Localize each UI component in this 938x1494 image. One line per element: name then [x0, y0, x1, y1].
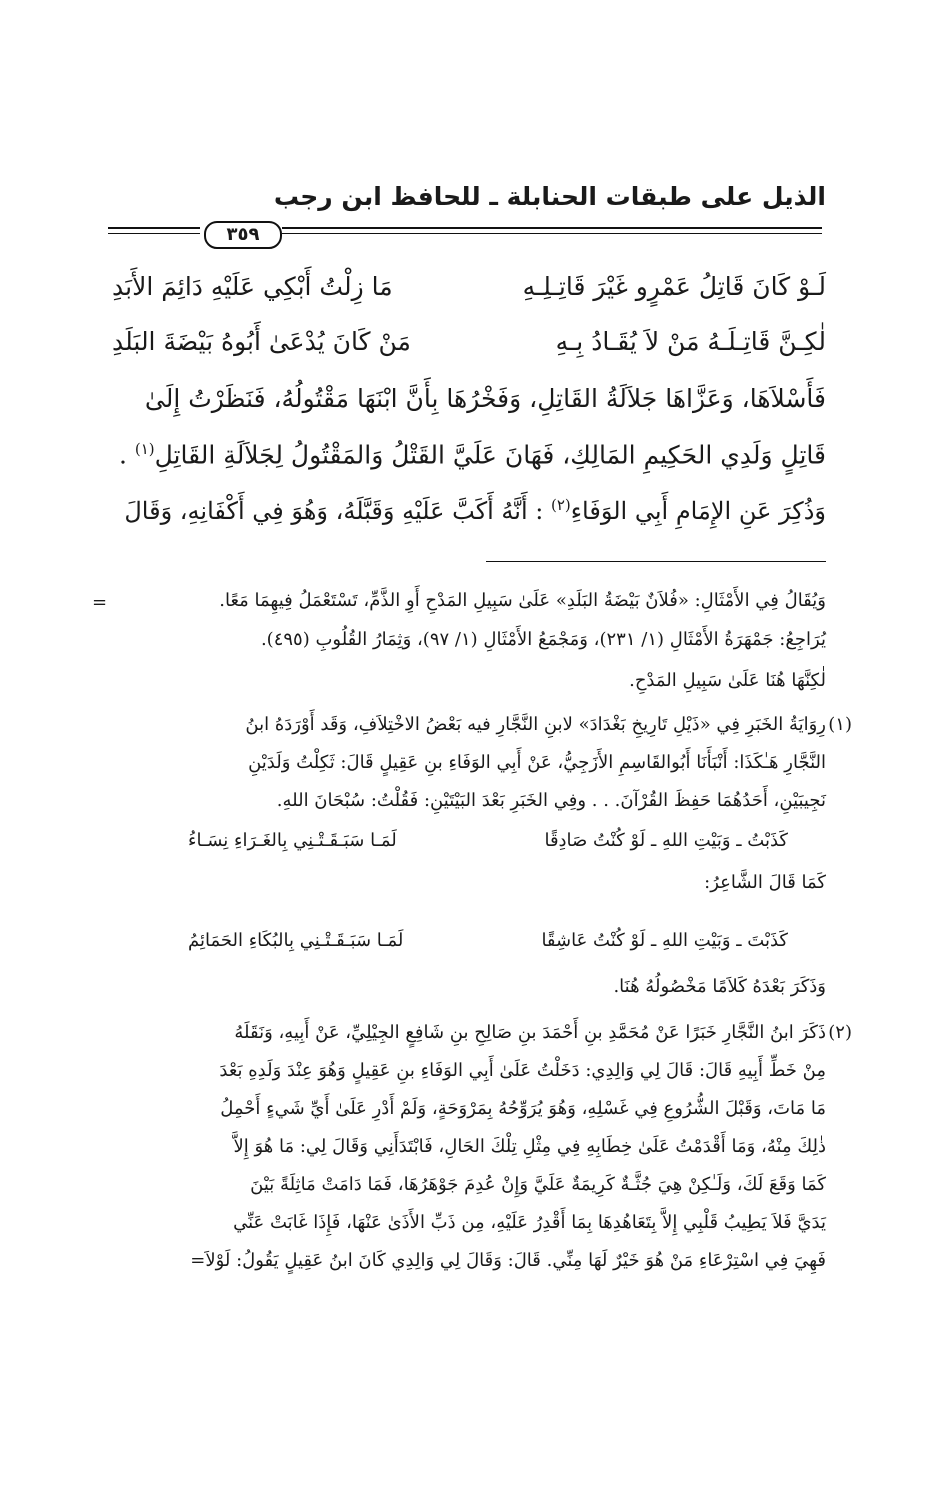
footnote-2-line-2: مِنْ خَطِّ أَبِيهِ قَالَ: قَالَ لِي وَالِدِي: دَخَلْتُ عَلَىٰ أَبِي الوَفَاءِ بنِ عَقِيلٍ وَهُوَ عِنْدَ وَلَدِهِ بَعْدَ	[219, 1060, 826, 1081]
body-line-3-tail: : أَنَّهُ أَكَبَّ عَلَيْهِ وَقَبَّلَهُ، وَهُوَ فِي أَكْفَانِهِ، وَقَالَ	[124, 497, 551, 525]
footnote-2-number: (٢)	[828, 1022, 852, 1043]
page-number: ٣٥٩	[204, 221, 282, 249]
footnote-marker-2[interactable]: (٢)	[550, 496, 571, 514]
verse-1	[112, 272, 826, 318]
footnote-1-line-2: النَّجَّارِ هَـٰكَذَا: أَنْبَأَنَا أَبُوالقَاسِمِ الأَزَجِيُّ، عَنْ أَبِي الوَفَاءِ بنِ عَقِيلٍ قَالَ: ثَكِلْتُ وَلَدَيْنِ	[248, 752, 826, 773]
body-line-3	[112, 496, 826, 525]
body-line-2	[112, 440, 826, 469]
rule-left-bottom	[108, 233, 200, 234]
footnote-1-mid: كَمَا قَالَ الشَّاعِرُ:	[704, 872, 826, 893]
carry-over-line-2: يُرَاجِعُ: جَمْهَرَةُ الأَمْثَالِ (١/ ٢٣١)، وَمَجْمَعُ الأَمْثَالِ (١/ ٩٧)، وَثِمَارُ القُلُوبِ (٤٩٥).	[260, 629, 826, 650]
rule-right-bottom	[282, 233, 822, 234]
footnote-separator	[486, 561, 826, 562]
carry-over-line-1: وَيُقَالُ فِي الأَمْثَالِ: «فُلاَنٌ بَيْضَةُ البَلَدِ» عَلَىٰ سَبِيلِ المَدْحِ أَوِ الذَّمِّ، تَسْتَعْمَلُ فِيهِمَا مَعًا.	[219, 590, 826, 611]
footnote-2-line-7: فَهِيَ فِي اسْتِرْعَاءِ مَنْ هُوَ خَيْرٌ لَهَا مِنِّي. قَالَ: وَقَالَ لِي وَالِدِي كَانَ ابنُ عَقِيلٍ يَقُولُ: لَوْلاَ=	[190, 1250, 826, 1271]
footnote-2-line-5: كَمَا وَقَعَ لَكَ، وَلَـٰكِنْ هِيَ جُثَّـةٌ كَرِيمَةٌ عَلَيَّ وَإِنْ عُدِمَ جَوْهَرُهَا، فَمَا دَامَتْ مَاثِلَةً بَيْنَ	[250, 1174, 826, 1195]
footnote-continuation-mark: =	[92, 592, 108, 613]
footnote-1-line-3: نَجِيبَيْنِ، أَحَدُهُمَا حَفِظَ القُرْآنَ. . . وفِي الخَبَرِ بَعْدَ البَيْتَيْنِ: فَقُلْتُ: سُبْحَانَ اللهِ.	[276, 790, 826, 811]
footnote-1-verse-2-second: لَمَـا سَبَـقَـتْـنِي بِالبُكَاءِ الحَمَائِمُ	[188, 930, 404, 951]
verse-2-second-hemistich: مَنْ كَانَ يُدْعَىٰ أَبُوهُ بَيْضَةَ البَلَدِ	[112, 327, 411, 356]
verse-1-second-hemistich: مَا زِلْتُ أَبْكِي عَلَيْهِ دَائِمَ الأَبَدِ	[112, 272, 393, 301]
carry-over-line-3: لٰكِنَّهَا هُنَا عَلَىٰ سَبِيلِ المَدْحِ.	[629, 670, 826, 691]
footnote-1-line-1: رِوَايَةُ الخَبَرِ فِي «ذَيْلِ تَارِيخِ بَغْدَادَ» لابنِ النَّجَّارِ فيه بَعْضُ الاخْتِلاَفِ، وَقَد أَوْرَدَهُ ابنُ	[245, 714, 826, 735]
rule-right-top	[282, 227, 822, 229]
footnote-2-line-1: ذَكَرَ ابنُ النَّجَّارِ خَبَرًا عَنْ مُحَمَّدِ بنِ أَحْمَدَ بنِ صَالِحِ بنِ شَافِعٍ الجِيْلِيِّ، عَنْ أَبِيهِ، وَنَقَلَهُ	[234, 1022, 826, 1043]
verse-2-first-hemistich: لٰكِـنَّ قَاتِـلَـهُ مَنْ لاَ يُقَـادُ بِـهِ	[555, 327, 826, 356]
footnote-1-number: (١)	[828, 714, 852, 735]
footnote-1-verse-1	[148, 830, 788, 860]
running-title: الذيل على طبقات الحنابلة ـ للحافظ ابن رجب	[273, 182, 826, 211]
footnote-marker-1[interactable]: (١)	[134, 440, 155, 458]
footnote-1-end: وَذَكَرَ بَعْدَهُ كَلاَمًا مَخْصُولُهُ هُنَا.	[613, 976, 826, 997]
footnote-2-line-6: يَدَيَّ فَلاَ يَطِيبُ قَلْبِي إِلاَّ بِتَعَاهُدِهَا بِمَا أَقْدِرُ عَلَيْهِ، مِن ذَبِّ الأَذَىٰ عَنْهَا، فَإِذَا غَابَتْ عَنِّي	[233, 1212, 826, 1233]
footnote-1-verse-2-first: كَذَبْتَ ـ وَبَيْتِ اللهِ ـ لَوْ كُنْتُ عَاشِقًا	[541, 930, 788, 951]
footnote-1-verse-1-second: لَمَـا سَبَـقَـتْـنِي بِالغَـرَاءِ نِسَـاءُ	[188, 830, 397, 851]
footnote-2-line-3: مَا مَاتَ، وَقَبْلَ الشُّرُوعِ فِي غَسْلِهِ، وَهُوَ يُرَوِّحُهُ بِمَرْوَحَةٍ، وَلَمْ أَدْرِ عَلَىٰ أَيِّ شَيءٍ أَحْمِلُ	[220, 1098, 826, 1119]
body-line-1	[112, 384, 826, 413]
body-line-1-text: فَأَسْلاَهَا، وَعَزَّاهَا جَلاَلَةُ القَاتِلِ، وَفَخْرُهَا بِأَنَّ ابْنَهَا مَقْتُولُهُ، فَنَظَرْتُ إِلَىٰ	[144, 384, 826, 413]
body-line-2-tail: .	[118, 440, 135, 470]
footnote-2-line-4: ذٰلِكَ مِنْهُ، وَمَا أَقْدَمْتُ عَلَىٰ خِطَابِهِ فِي مِثْلِ تِلْكَ الحَالِ، فَابْتَدَأَنِي وَقَالَ لِي: مَا هُوَ إِلاَّ	[233, 1136, 826, 1157]
body-line-2-text: قَاتِلٍ وَلَدِي الحَكِيمِ المَالِكِ، فَهَانَ عَلَيَّ القَتْلُ وَالمَقْتُولُ لِجَلاَلَةِ القَاتِلِ	[154, 440, 826, 470]
footnote-1-verse-2	[148, 930, 788, 960]
header-rule	[108, 221, 822, 247]
body-line-3-text: وَذُكِرَ عَنِ الإِمَامِ أَبِي الوَفَاءِ	[570, 497, 826, 525]
rule-left-top	[108, 227, 200, 229]
verse-2	[112, 327, 826, 373]
footnote-1-verse-1-first: كَذَبْتُ ـ وَبَيْتِ اللهِ ـ لَوْ كُنْتُ صَادِقًا	[544, 830, 788, 851]
verse-1-first-hemistich: لَـوْ كَانَ قَاتِلُ عَمْرٍو غَيْرَ قَاتِـلِـهِ	[522, 272, 826, 301]
